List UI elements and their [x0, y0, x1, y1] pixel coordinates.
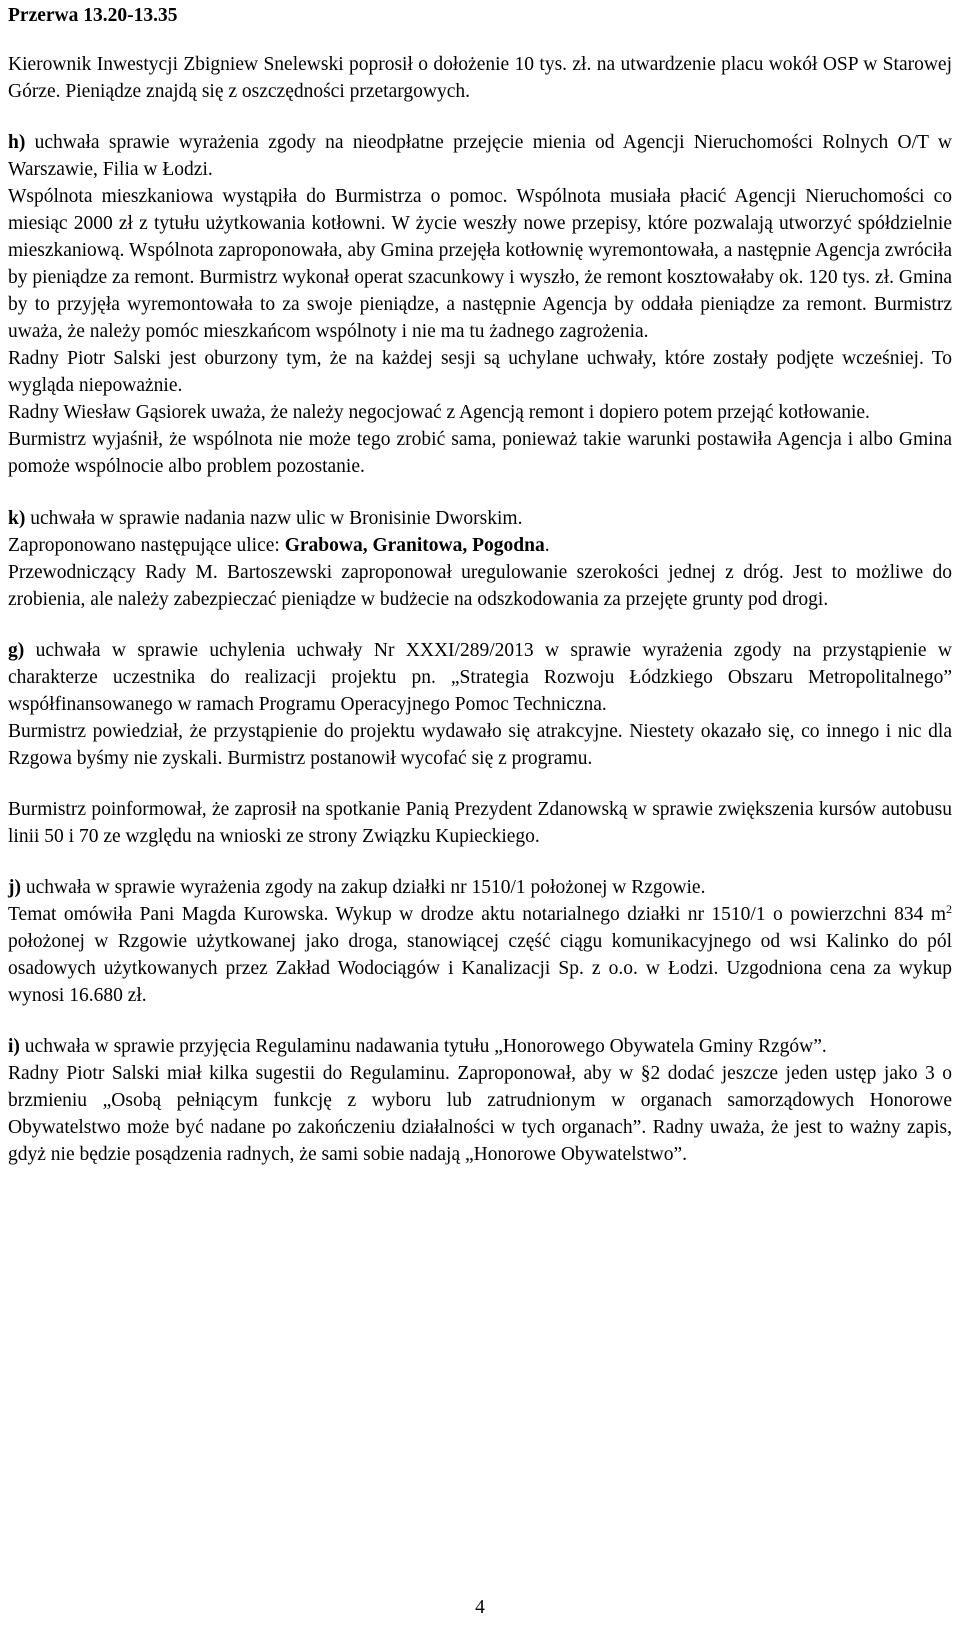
section-h-title	[8, 129, 952, 183]
section-h-letter: h)	[8, 132, 26, 153]
section-g-title-text: uchwała w sprawie uchylenia uchwały Nr XXXI/289/2013 w sprawie wyrażenia zgody na przystąpienie w charakterze uczestnika do realizacji projektu pn. „Strategia Rozwoju Łódzkiego Obszaru Metropolitalnego” współfinansowanego w ramach Programu Operacyjnego Pomoc Techniczna.	[8, 640, 952, 715]
section-j-letter: j)	[8, 877, 21, 898]
section-g-paragraph-1: Burmistrz powiedział, że przystąpienie do projektu wydawało się atrakcyjne. Niestety okazało się, co innego i nic dla Rzgowa byśmy nie zyskali. Burmistrz postanowił wycofać się z programu.	[8, 721, 952, 769]
section-k-paragraph-1	[8, 532, 952, 559]
section-g-title	[8, 637, 952, 718]
section-h-paragraph-2: Radny Piotr Salski jest oburzony tym, że na każdej sesji są uchylane uchwały, które zostały podjęte wcześniej. To wygląda niepoważnie.	[8, 348, 952, 396]
document-page	[8, 0, 952, 1168]
section-j-title	[8, 874, 952, 901]
section-j-paragraph-1	[8, 901, 952, 1009]
section-i-letter: i)	[8, 1036, 20, 1057]
streets-intro: Zaproponowano następujące ulice:	[8, 535, 285, 556]
section-h-title-text: uchwała sprawie wyrażenia zgody na nieodpłatne przejęcie mienia od Agencji Nieruchomości Rolnych O/T w Warszawie, Filia w Łodzi.	[8, 132, 952, 180]
section-k-letter: k)	[8, 508, 26, 529]
section-k-title-text: uchwała w sprawie nadania nazw ulic w Bronisinie Dworskim.	[25, 508, 523, 529]
section-k-paragraph-2: Przewodniczący Rady M. Bartoszewski zaproponował uregulowanie szerokości jednej z dróg. Jest to możliwe do zrobienia, ale należy zabezpieczać pieniądze w budżecie na odszkodowania za przejęte grunty pod drogi.	[8, 562, 952, 610]
square-meter-superscript: 2	[946, 902, 952, 916]
section-g-letter: g)	[8, 640, 25, 661]
section-k-title	[8, 505, 952, 532]
section-i-title-text: uchwała w sprawie przyjęcia Regulaminu nadawania tytułu „Honorowego Obywatela Gminy Rzgów”.	[19, 1036, 827, 1057]
section-h-paragraph-1: Wspólnota mieszkaniowa wystąpiła do Burmistrza o pomoc. Wspólnota musiała płacić Agencji Nieruchomości co miesiąc 2000 zł z tytułu użytkowania kotłowni. W życie weszły nowe przepisy, które pozwalają utworzyć spółdzielnie mieszkaniową. Wspólnota zaproponowała, aby Gmina przejęła kotłownię wyremontowała, a następnie Agencja zwróciła by pieniądze za remont. Burmistrz wykonał operat szacunkowy i wyszło, że remont kosztowałaby ok. 120 tys. zł. Gmina by to przyjęła wyremontowała to za swoje pieniądze, a następnie Agencja by oddała pieniądze za remont. Burmistrz uważa, że należy pomóc mieszkańcom wspólnoty i nie ma tu żadnego zagrożenia.	[8, 186, 952, 342]
section-j-text-a: Temat omówiła Pani Magda Kurowska. Wykup w drodze aktu notarialnego działki nr 1510/1 o powierzchni 834 m	[8, 904, 946, 925]
paragraph-investment: Kierownik Inwestycji Zbigniew Snelewski poprosił o dołożenie 10 tys. zł. na utwardzenie placu wokół OSP w Starowej Górze. Pieniądze znajdą się z oszczędności przetargowych.	[8, 54, 952, 102]
section-i-title	[8, 1033, 952, 1060]
section-h-paragraph-4: Burmistrz wyjaśnił, że wspólnota nie może tego zrobić sama, ponieważ takie warunki postawiła Agencja i albo Gmina pomoże wspólnocie albo problem pozostanie.	[8, 429, 952, 477]
streets-suffix: .	[544, 535, 550, 556]
break-heading: Przerwa 13.20-13.35	[8, 5, 178, 26]
bus-paragraph: Burmistrz poinformował, że zaprosił na spotkanie Panią Prezydent Zdanowską w sprawie zwiększenia kursów autobusu linii 50 i 70 ze względu na wnioski ze strony Związku Kupieckiego.	[8, 799, 952, 847]
section-i-paragraph-1: Radny Piotr Salski miał kilka sugestii do Regulaminu. Zaproponował, aby w §2 dodać jeszcze jeden ustęp jako 3 o brzmieniu „Osobą pełniącym funkcję z wyboru lub zatrudnionym w organach samorządowych Honorowe Obywatelstwo może być nadane po zakończeniu działalności w tych organach”. Radny uważa, że jest to ważny zapis, gdyż nie będzie posądzenia radnych, że sami sobie nadają „Honorowe Obywatelstwo”.	[8, 1063, 952, 1165]
section-h-paragraph-3: Radny Wiesław Gąsiorek uważa, że należy negocjować z Agencją remont i dopiero potem przejąć kotłowanie.	[8, 402, 870, 423]
streets-names: Grabowa, Granitowa, Pogodna	[284, 535, 545, 556]
page-number: 4	[475, 1597, 485, 1618]
section-j-text-b: położonej w Rzgowie użytkowanej jako droga, stanowiącej część ciągu komunikacyjnego od wsi Kalinko do pól osadowych użytkowanych przez Zakład Wodociągów i Kanalizacji Sp. z o.o. w Łodzi. Uzgodniona cena za wykup wynosi 16.680 zł.	[8, 931, 952, 1006]
section-j-title-text: uchwała w sprawie wyrażenia zgody na zakup działki nr 1510/1 położonej w Rzgowie.	[21, 877, 706, 898]
